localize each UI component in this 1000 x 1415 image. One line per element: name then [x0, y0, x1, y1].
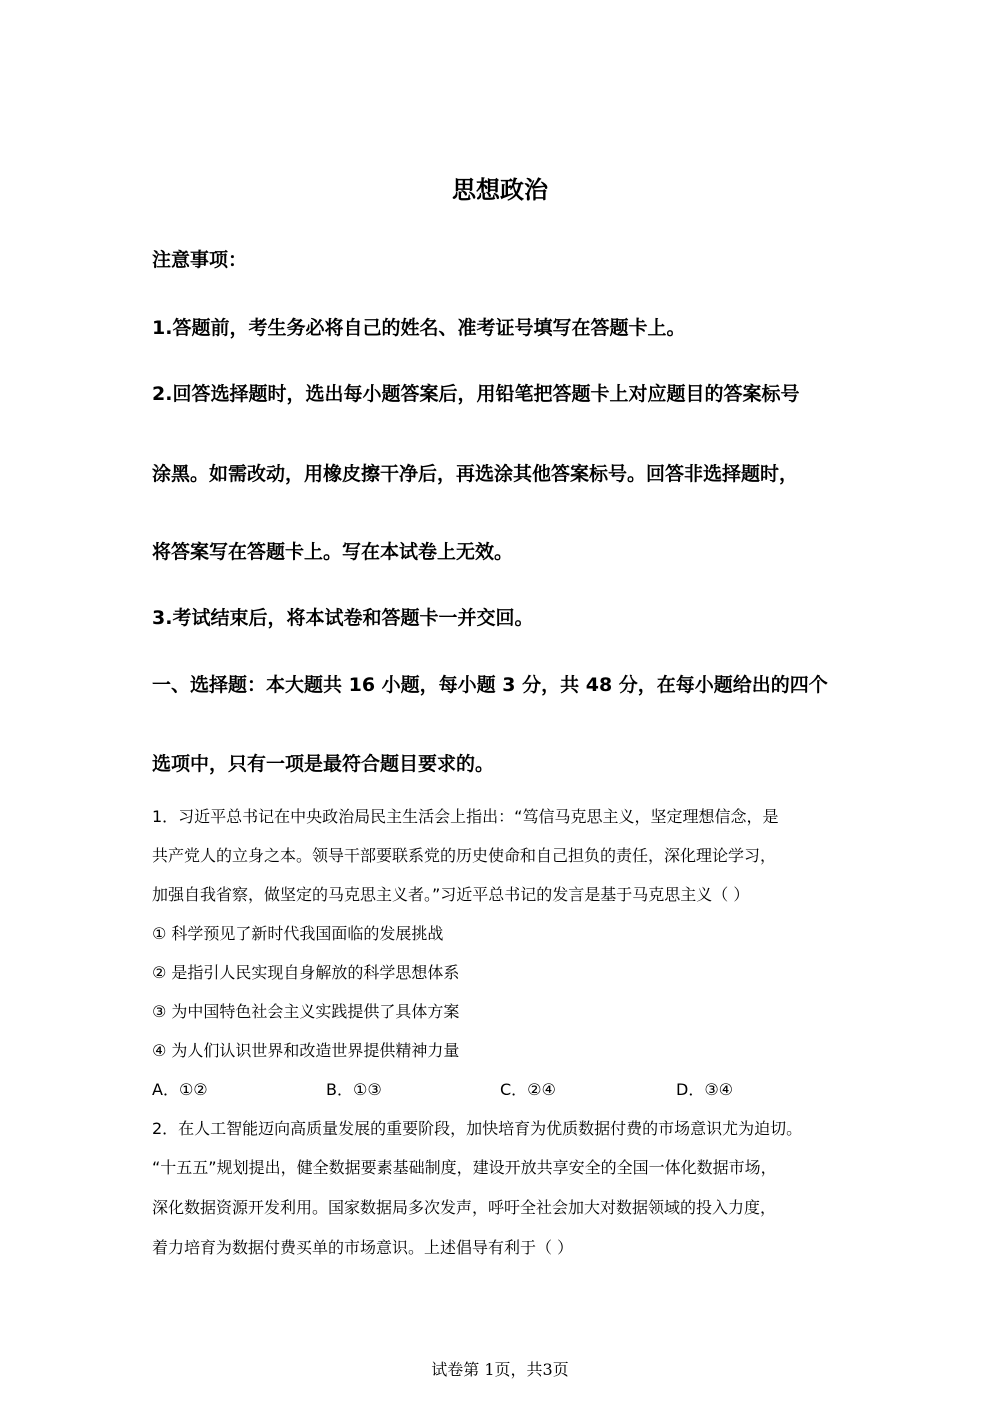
notice-heading: 注意事项： — [152, 249, 248, 271]
section-heading: 一、选择题：本大题共 16 小题，每小题 3 分，共 48 分，在每小题给出的四个 — [152, 674, 828, 696]
q1-option-b: B．①③ — [326, 1080, 382, 1099]
notice-item-2: 2.回答选择题时，选出每小题答案后，用铅笔把答题卡上对应题目的答案标号 — [152, 383, 800, 405]
q2-stem-line: 深化数据资源开发利用。国家数据局多次发声，呼吁全社会加大对数据领域的投入力度， — [152, 1198, 777, 1217]
q2-stem-line: 2．在人工智能迈向高质量发展的重要阶段，加快培育为优质数据付费的市场意识尤为迫切。 — [152, 1119, 803, 1138]
page-title: 思想政治 — [452, 176, 548, 204]
q1-stem-line: 1．习近平总书记在中央政治局民主生活会上指出：“笃信马克思主义，坚定理想信念，是 — [152, 807, 779, 826]
section-heading-cont: 选项中，只有一项是最符合题目要求的。 — [152, 753, 495, 775]
q1-statement-1: ① 科学预见了新时代我国面临的发展挑战 — [152, 924, 444, 943]
q2-stem-line: “十五五”规划提出，健全数据要素基础制度，建设开放共享安全的全国一体化数据市场， — [152, 1158, 777, 1177]
notice-item-3: 3.考试结束后，将本试卷和答题卡一并交回。 — [152, 607, 534, 629]
q1-statement-3: ③ 为中国特色社会主义实践提供了具体方案 — [152, 1002, 460, 1021]
q1-statement-2: ② 是指引人民实现自身解放的科学思想体系 — [152, 963, 460, 982]
page-footer: 试卷第 1页，共3页 — [431, 1360, 569, 1379]
q1-option-d: D．③④ — [676, 1080, 734, 1099]
q1-option-c: C．②④ — [500, 1080, 556, 1099]
notice-item-1: 1.答题前，考生务必将自己的姓名、准考证号填写在答题卡上。 — [152, 317, 686, 339]
notice-item-2-cont: 涂黑。如需改动，用橡皮擦干净后，再选涂其他答案标号。回答非选择题时， — [152, 463, 799, 485]
q1-statement-4: ④ 为人们认识世界和改造世界提供精神力量 — [152, 1041, 460, 1060]
q1-stem-line: 共产党人的立身之本。领导干部要联系党的历史使命和自己担负的责任，深化理论学习， — [152, 846, 777, 865]
q2-stem-line: 着力培育为数据付费买单的市场意识。上述倡导有利于（ ） — [152, 1238, 574, 1257]
q1-option-a: A．①② — [152, 1080, 208, 1099]
notice-item-2-cont2: 将答案写在答题卡上。写在本试卷上无效。 — [152, 541, 514, 563]
q1-stem-line: 加强自我省察，做坚定的马克思主义者。”习近平总书记的发言是基于马克思主义（ ） — [152, 885, 750, 904]
